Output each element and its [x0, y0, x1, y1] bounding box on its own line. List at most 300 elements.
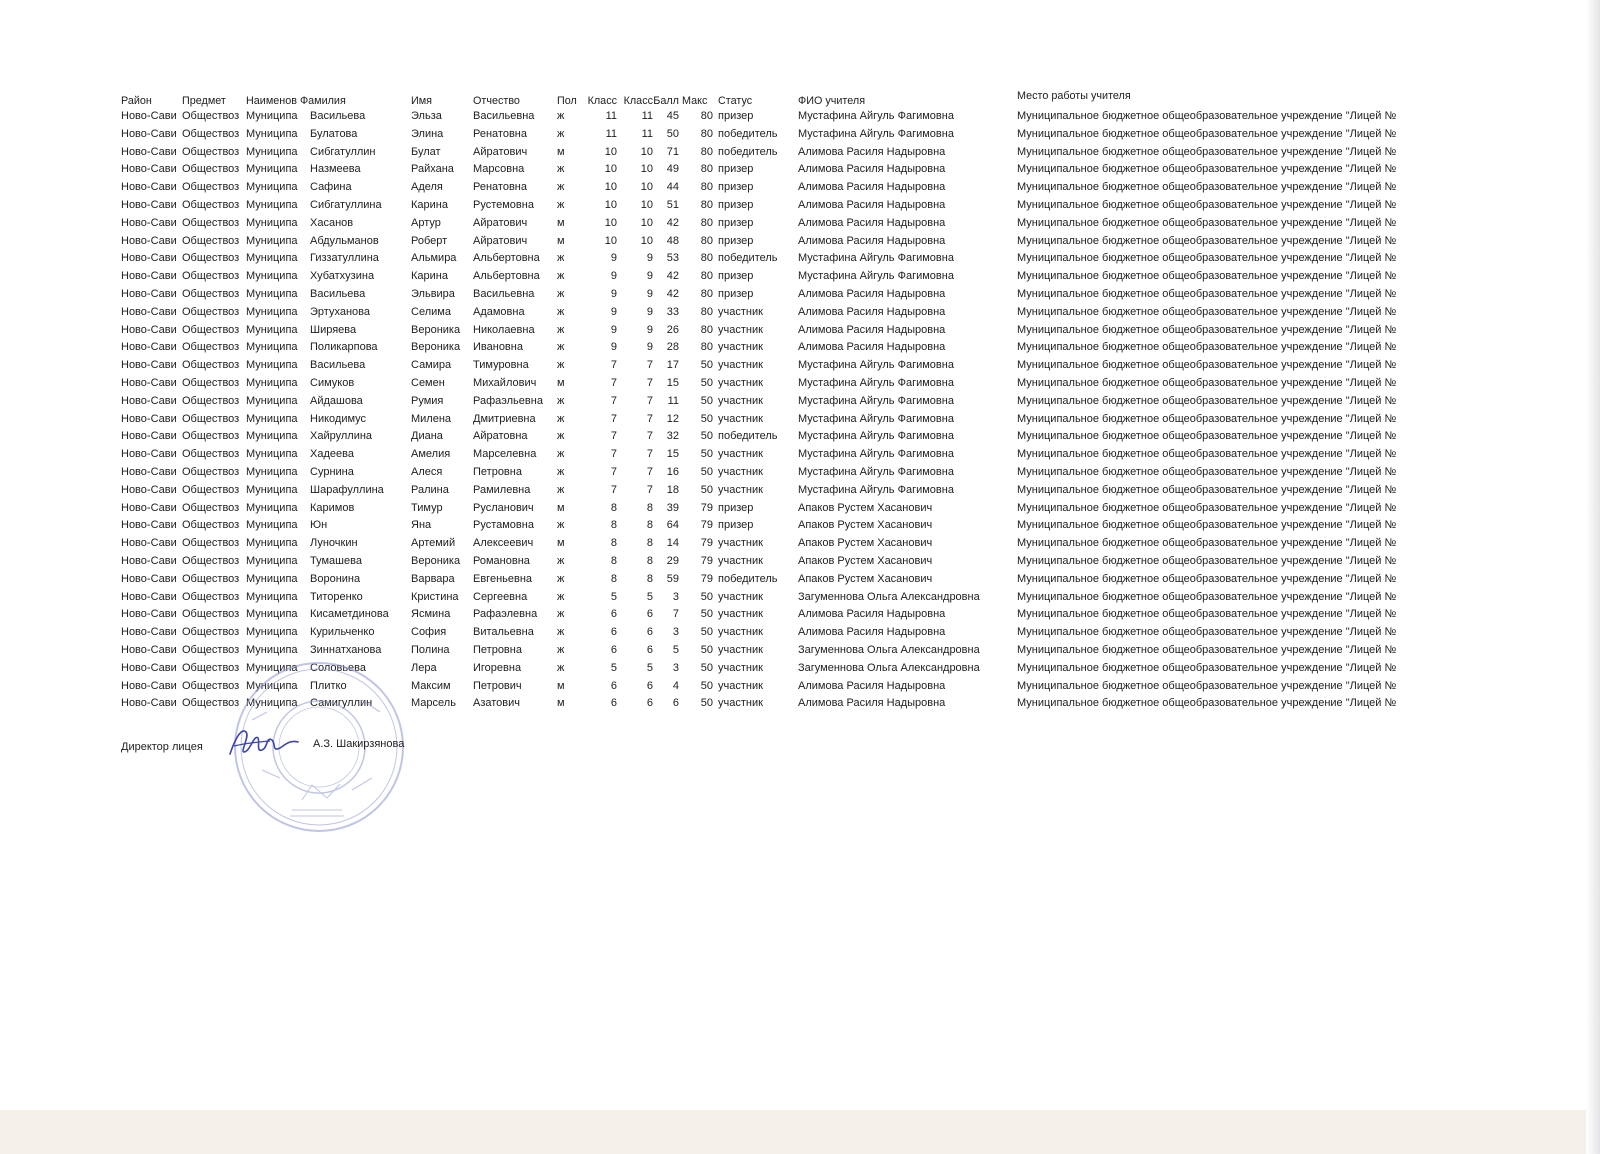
cell-surname: Васильева — [310, 287, 366, 300]
cell-grade: 9 — [610, 305, 617, 318]
cell-teacher-work: Муниципальное бюджетное общеобразовательное учреждение "Лицей № — [1017, 394, 1397, 407]
cell-sex: м — [557, 679, 565, 692]
cell-max: 50 — [700, 465, 713, 478]
cell-name: Кристина — [411, 590, 459, 603]
cell-subject: Обществоз — [182, 359, 240, 372]
cell-sex: ж — [557, 127, 565, 140]
table-row — [121, 322, 1461, 340]
cell-name: Яна — [411, 519, 432, 532]
cell-surname: Эртуханова — [310, 305, 370, 318]
cell-surname: Самигуллин — [310, 697, 373, 710]
cell-grade-2: 6 — [646, 608, 653, 621]
cell-district: Ново-Сави — [121, 305, 177, 318]
cell-sex: ж — [557, 572, 565, 585]
cell-subject: Обществоз — [182, 110, 240, 122]
table-row — [121, 357, 1461, 375]
cell-score: 45 — [666, 110, 679, 122]
cell-grade: 8 — [610, 537, 617, 550]
cell-subject: Обществоз — [182, 590, 240, 603]
cell-patronymic: Евгеньевна — [473, 572, 533, 585]
cell-max: 50 — [700, 483, 713, 496]
cell-score: 42 — [666, 287, 679, 300]
cell-grade-2: 7 — [646, 483, 653, 496]
cell-name: Тимур — [411, 501, 443, 514]
cell-grade-2: 8 — [646, 554, 653, 567]
cell-org: Муниципа — [246, 127, 298, 140]
cell-max: 80 — [700, 110, 713, 122]
cell-org: Муниципа — [246, 643, 298, 656]
table-row — [121, 304, 1461, 322]
cell-teacher: Апаков Рустем Хасанович — [798, 554, 933, 567]
cell-max: 50 — [700, 394, 713, 407]
scan-edge-shadow — [1586, 0, 1600, 1154]
cell-sex: ж — [557, 483, 565, 496]
cell-teacher: Алимова Расиля Надыровна — [798, 287, 946, 300]
cell-subject: Обществоз — [182, 305, 240, 318]
cell-max: 79 — [700, 554, 713, 567]
cell-grade-2: 5 — [646, 590, 653, 603]
cell-patronymic: Николаевна — [473, 323, 535, 336]
cell-teacher: Апаков Рустем Хасанович — [798, 572, 933, 585]
cell-surname: Титоренко — [310, 590, 363, 603]
cell-score: 6 — [672, 697, 679, 710]
cell-sex: ж — [557, 554, 565, 567]
header-status: Статус — [718, 95, 753, 107]
cell-teacher-work: Муниципальное бюджетное общеобразовательное учреждение "Лицей № — [1017, 483, 1397, 496]
cell-teacher: Мустафина Айгуль Фагимовна — [798, 359, 954, 372]
cell-max: 80 — [700, 145, 713, 158]
cell-grade: 7 — [610, 359, 617, 372]
signature-block — [121, 736, 541, 766]
cell-teacher-work: Муниципальное бюджетное общеобразовательное учреждение "Лицей № — [1017, 145, 1397, 158]
cell-grade-2: 9 — [646, 270, 653, 283]
cell-grade: 10 — [604, 234, 617, 247]
cell-surname: Гиззатуллина — [310, 252, 379, 265]
cell-teacher: Мустафина Айгуль Фагимовна — [798, 430, 954, 443]
table-header-row — [121, 90, 1461, 108]
cell-grade-2: 10 — [640, 198, 653, 211]
table-row — [121, 161, 1461, 179]
cell-surname: Хасанов — [310, 216, 354, 229]
cell-surname: Юн — [310, 519, 328, 532]
cell-subject: Обществоз — [182, 608, 240, 621]
cell-district: Ново-Сави — [121, 376, 177, 389]
cell-status: участник — [718, 554, 763, 567]
cell-max: 80 — [700, 287, 713, 300]
cell-surname: Сибгатуллин — [310, 145, 376, 158]
cell-sex: ж — [557, 163, 565, 176]
cell-sex: ж — [557, 430, 565, 443]
table-row — [121, 589, 1461, 607]
cell-score: 17 — [666, 359, 679, 372]
cell-sex: ж — [557, 608, 565, 621]
cell-status: участник — [718, 679, 763, 692]
cell-grade: 6 — [610, 679, 617, 692]
cell-teacher: Алимова Расиля Надыровна — [798, 626, 946, 639]
header-patronymic: Отчество — [473, 95, 520, 107]
cell-sex: ж — [557, 643, 565, 656]
header-subject: Предмет — [182, 95, 226, 107]
cell-status: призер — [718, 270, 754, 283]
cell-teacher-work: Муниципальное бюджетное общеобразовательное учреждение "Лицей № — [1017, 110, 1397, 122]
cell-grade-2: 10 — [640, 163, 653, 176]
cell-subject: Обществоз — [182, 430, 240, 443]
cell-max: 79 — [700, 537, 713, 550]
cell-patronymic: Айратовна — [473, 430, 528, 443]
cell-sex: ж — [557, 661, 565, 674]
table-row — [121, 179, 1461, 197]
cell-status: призер — [718, 163, 754, 176]
cell-grade-2: 9 — [646, 287, 653, 300]
cell-max: 80 — [700, 234, 713, 247]
cell-score: 44 — [666, 181, 679, 194]
cell-grade-2: 10 — [640, 181, 653, 194]
cell-teacher-work: Муниципальное бюджетное общеобразовательное учреждение "Лицей № — [1017, 430, 1397, 443]
cell-patronymic: Марсовна — [473, 163, 525, 176]
table-row — [121, 144, 1461, 162]
cell-surname: Сафина — [310, 181, 352, 194]
cell-score: 3 — [672, 661, 679, 674]
cell-max: 50 — [700, 376, 713, 389]
cell-teacher-work: Муниципальное бюджетное общеобразовательное учреждение "Лицей № — [1017, 234, 1397, 247]
cell-name: Альмира — [411, 252, 457, 265]
cell-status: призер — [718, 110, 754, 122]
table-row — [121, 411, 1461, 429]
cell-org: Муниципа — [246, 216, 298, 229]
cell-sex: ж — [557, 465, 565, 478]
cell-grade: 10 — [604, 181, 617, 194]
cell-score: 48 — [666, 234, 679, 247]
cell-name: Элина — [411, 127, 444, 140]
cell-sex: ж — [557, 519, 565, 532]
cell-sex: м — [557, 501, 565, 514]
cell-grade: 6 — [610, 608, 617, 621]
cell-grade: 6 — [610, 697, 617, 710]
cell-max: 80 — [700, 216, 713, 229]
cell-surname: Кисаметдинова — [310, 608, 389, 621]
cell-grade: 8 — [610, 554, 617, 567]
cell-grade-2: 6 — [646, 679, 653, 692]
cell-grade: 10 — [604, 145, 617, 158]
table-row — [121, 464, 1461, 482]
cell-score: 26 — [666, 323, 679, 336]
cell-score: 5 — [672, 643, 679, 656]
cell-name: Селима — [411, 305, 451, 318]
cell-teacher-work: Муниципальное бюджетное общеобразовательное учреждение "Лицей № — [1017, 679, 1397, 692]
cell-patronymic: Петровна — [473, 465, 522, 478]
cell-score: 49 — [666, 163, 679, 176]
table-row — [121, 286, 1461, 304]
cell-org: Муниципа — [246, 323, 298, 336]
cell-org: Муниципа — [246, 163, 298, 176]
cell-max: 50 — [700, 679, 713, 692]
cell-grade-2: 7 — [646, 448, 653, 461]
cell-grade-2: 8 — [646, 537, 653, 550]
cell-grade: 10 — [604, 216, 617, 229]
cell-grade: 7 — [610, 483, 617, 496]
cell-name: Артемий — [411, 537, 456, 550]
cell-sex: м — [557, 234, 565, 247]
scan-bottom-strip — [0, 1110, 1600, 1154]
cell-score: 59 — [666, 572, 679, 585]
cell-surname: Васильева — [310, 110, 366, 122]
cell-max: 50 — [700, 448, 713, 461]
cell-name: Максим — [411, 679, 451, 692]
cell-sex: ж — [557, 252, 565, 265]
cell-sex: м — [557, 376, 565, 389]
cell-surname: Каримов — [310, 501, 355, 514]
cell-grade-2: 8 — [646, 501, 653, 514]
cell-status: участник — [718, 643, 763, 656]
cell-score: 4 — [672, 679, 679, 692]
cell-grade-2: 10 — [640, 234, 653, 247]
cell-org: Муниципа — [246, 608, 298, 621]
cell-patronymic: Дмитриевна — [473, 412, 536, 425]
cell-teacher-work: Муниципальное бюджетное общеобразовательное учреждение "Лицей № — [1017, 376, 1397, 389]
cell-surname: Курильченко — [310, 626, 375, 639]
cell-org: Муниципа — [246, 537, 298, 550]
cell-grade: 5 — [610, 590, 617, 603]
cell-grade: 11 — [605, 110, 617, 122]
cell-org: Муниципа — [246, 234, 298, 247]
header-org-text: Наименов — [246, 95, 297, 107]
cell-name: Карина — [411, 198, 448, 211]
cell-name: Диана — [411, 430, 443, 443]
signature-label: Директор лицея — [121, 741, 203, 753]
cell-teacher: Загуменнова Ольга Александровна — [798, 590, 980, 603]
cell-sex: м — [557, 697, 565, 710]
cell-sex: ж — [557, 341, 565, 354]
cell-score: 3 — [672, 626, 679, 639]
cell-district: Ново-Сави — [121, 643, 177, 656]
cell-sex: ж — [557, 270, 565, 283]
cell-subject: Обществоз — [182, 181, 240, 194]
cell-status: участник — [718, 537, 763, 550]
cell-subject: Обществоз — [182, 323, 240, 336]
cell-district: Ново-Сави — [121, 110, 177, 122]
cell-subject: Обществоз — [182, 198, 240, 211]
cell-district: Ново-Сави — [121, 252, 177, 265]
cell-subject: Обществоз — [182, 127, 240, 140]
cell-name: Милена — [411, 412, 452, 425]
cell-grade: 6 — [610, 643, 617, 656]
table-row — [121, 108, 1461, 126]
cell-patronymic: Сергеевна — [473, 590, 528, 603]
header-grade: Класс — [587, 95, 617, 107]
cell-patronymic: Айратович — [473, 234, 528, 247]
cell-subject: Обществоз — [182, 412, 240, 425]
cell-status: участник — [718, 661, 763, 674]
cell-subject: Обществоз — [182, 679, 240, 692]
cell-org: Муниципа — [246, 483, 298, 496]
cell-subject: Обществоз — [182, 519, 240, 532]
cell-max: 50 — [700, 626, 713, 639]
cell-district: Ново-Сави — [121, 430, 177, 443]
cell-grade-2: 9 — [646, 323, 653, 336]
cell-grade-2: 7 — [646, 465, 653, 478]
cell-status: участник — [718, 590, 763, 603]
cell-status: победитель — [718, 572, 778, 585]
cell-district: Ново-Сави — [121, 661, 177, 674]
cell-name: Артур — [411, 216, 441, 229]
cell-org: Муниципа — [246, 198, 298, 211]
cell-grade: 11 — [605, 127, 617, 140]
cell-district: Ново-Сави — [121, 679, 177, 692]
cell-sex: ж — [557, 590, 565, 603]
cell-patronymic: Адамовна — [473, 305, 525, 318]
cell-status: участник — [718, 412, 763, 425]
cell-name: Алеся — [411, 465, 443, 478]
cell-teacher-work: Муниципальное бюджетное общеобразовательное учреждение "Лицей № — [1017, 697, 1397, 710]
cell-subject: Обществоз — [182, 270, 240, 283]
cell-district: Ново-Сави — [121, 608, 177, 621]
cell-name: Булат — [411, 145, 441, 158]
table-row — [121, 642, 1461, 660]
cell-name: Роберт — [411, 234, 448, 247]
cell-patronymic: Русланович — [473, 501, 534, 514]
cell-status: участник — [718, 394, 763, 407]
cell-org: Муниципа — [246, 572, 298, 585]
cell-sex: ж — [557, 305, 565, 318]
cell-district: Ново-Сави — [121, 287, 177, 300]
cell-grade: 7 — [610, 448, 617, 461]
cell-patronymic: Альбертовна — [473, 252, 540, 265]
cell-patronymic: Игоревна — [473, 661, 522, 674]
cell-surname: Луночкин — [310, 537, 358, 550]
cell-sex: м — [557, 145, 565, 158]
cell-surname: Соловьева — [310, 661, 367, 674]
cell-teacher: Мустафина Айгуль Фагимовна — [798, 252, 954, 265]
cell-grade: 9 — [610, 287, 617, 300]
cell-grade: 8 — [610, 572, 617, 585]
cell-teacher-work: Муниципальное бюджетное общеобразовательное учреждение "Лицей № — [1017, 287, 1397, 300]
cell-surname: Сибгатуллина — [310, 198, 382, 211]
cell-teacher-work: Муниципальное бюджетное общеобразовательное учреждение "Лицей № — [1017, 537, 1397, 550]
cell-teacher-work: Муниципальное бюджетное общеобразовательное учреждение "Лицей № — [1017, 181, 1397, 194]
cell-teacher-work: Муниципальное бюджетное общеобразовательное учреждение "Лицей № — [1017, 305, 1397, 318]
cell-grade: 6 — [610, 626, 617, 639]
cell-teacher-work: Муниципальное бюджетное общеобразовательное учреждение "Лицей № — [1017, 323, 1397, 336]
cell-score: 15 — [666, 376, 679, 389]
cell-grade-2: 8 — [646, 572, 653, 585]
cell-subject: Обществоз — [182, 163, 240, 176]
cell-grade: 8 — [610, 501, 617, 514]
cell-subject: Обществоз — [182, 501, 240, 514]
cell-surname: Васильева — [310, 359, 366, 372]
cell-grade: 7 — [610, 430, 617, 443]
cell-status: участник — [718, 608, 763, 621]
cell-org: Муниципа — [246, 697, 298, 710]
cell-sex: ж — [557, 448, 565, 461]
cell-status: призер — [718, 234, 754, 247]
table-row — [121, 517, 1461, 535]
cell-grade-2: 9 — [646, 305, 653, 318]
cell-subject: Обществоз — [182, 465, 240, 478]
header-teacher: ФИО учителя — [798, 95, 866, 107]
cell-subject: Обществоз — [182, 252, 240, 265]
cell-grade: 9 — [610, 270, 617, 283]
cell-name: Румия — [411, 394, 444, 407]
cell-name: Вероника — [411, 341, 461, 354]
cell-name: Полина — [411, 643, 450, 656]
cell-status: победитель — [718, 252, 778, 265]
cell-score: 16 — [666, 465, 679, 478]
table-row — [121, 250, 1461, 268]
cell-max: 80 — [700, 270, 713, 283]
cell-subject: Обществоз — [182, 483, 240, 496]
table-row — [121, 571, 1461, 589]
cell-score: 53 — [666, 252, 679, 265]
cell-name: Ясмина — [411, 608, 451, 621]
cell-patronymic: Ренатовна — [473, 127, 527, 140]
table-row — [121, 624, 1461, 642]
cell-org: Муниципа — [246, 287, 298, 300]
cell-surname: Хадеева — [310, 448, 354, 461]
cell-grade: 8 — [610, 519, 617, 532]
cell-sex: ж — [557, 323, 565, 336]
cell-patronymic: Витальевна — [473, 626, 534, 639]
cell-teacher: Алимова Расиля Надыровна — [798, 181, 946, 194]
cell-name: Самира — [411, 359, 452, 372]
cell-grade-2: 10 — [640, 145, 653, 158]
cell-surname: Ширяева — [310, 323, 357, 336]
header-score: Балл — [653, 95, 679, 107]
cell-name: Ралина — [411, 483, 449, 496]
cell-district: Ново-Сави — [121, 590, 177, 603]
cell-patronymic: Рустамовна — [473, 519, 534, 532]
cell-district: Ново-Сави — [121, 181, 177, 194]
cell-org: Муниципа — [246, 252, 298, 265]
cell-district: Ново-Сави — [121, 394, 177, 407]
cell-org: Муниципа — [246, 376, 298, 389]
cell-sex: ж — [557, 626, 565, 639]
cell-name: Райхана — [411, 163, 454, 176]
cell-patronymic: Айратович — [473, 216, 528, 229]
cell-patronymic: Рамилевна — [473, 483, 531, 496]
cell-max: 80 — [700, 305, 713, 318]
cell-teacher-work: Муниципальное бюджетное общеобразовательное учреждение "Лицей № — [1017, 163, 1397, 176]
table-row — [121, 428, 1461, 446]
cell-subject: Обществоз — [182, 554, 240, 567]
cell-max: 79 — [700, 572, 713, 585]
cell-max: 50 — [700, 359, 713, 372]
cell-teacher-work: Муниципальное бюджетное общеобразовательное учреждение "Лицей № — [1017, 626, 1397, 639]
cell-max: 80 — [700, 341, 713, 354]
cell-score: 51 — [666, 198, 679, 211]
header-district: Район — [121, 95, 152, 107]
cell-district: Ново-Сави — [121, 234, 177, 247]
cell-status: участник — [718, 626, 763, 639]
cell-patronymic: Рафаэлевна — [473, 608, 538, 621]
cell-name: София — [411, 626, 447, 639]
table-body — [121, 108, 1461, 713]
header-name: Имя — [411, 95, 433, 107]
table-row — [121, 268, 1461, 286]
cell-district: Ново-Сави — [121, 127, 177, 140]
table-row — [121, 606, 1461, 624]
cell-sex: ж — [557, 359, 565, 372]
cell-district: Ново-Сави — [121, 323, 177, 336]
cell-score: 64 — [666, 519, 679, 532]
results-table — [121, 90, 1461, 713]
cell-teacher-work: Муниципальное бюджетное общеобразовательное учреждение "Лицей № — [1017, 501, 1397, 514]
cell-district: Ново-Сави — [121, 697, 177, 710]
header-grade-2: Класс — [623, 95, 653, 107]
cell-org: Муниципа — [246, 394, 298, 407]
cell-status: призер — [718, 519, 754, 532]
cell-teacher: Апаков Рустем Хасанович — [798, 537, 933, 550]
cell-max: 79 — [700, 501, 713, 514]
